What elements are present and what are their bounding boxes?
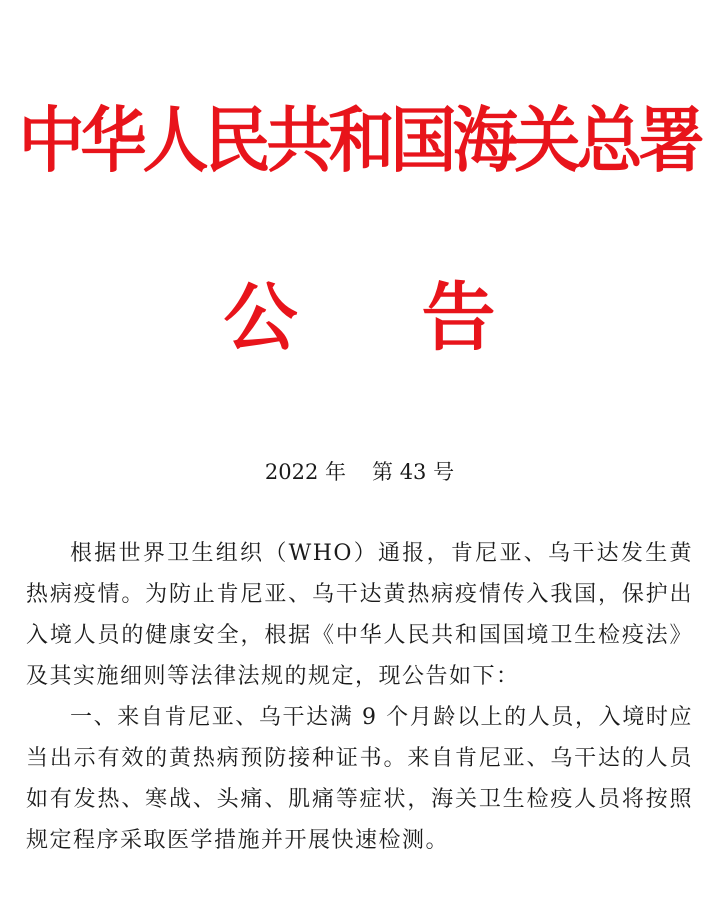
document-type-heading [0,268,719,368]
body-paragraph-intro: 根据世界卫生组织（WHO）通报，肯尼亚、乌干达发生黄热病疫情。为防止肯尼亚、乌干达黄热病疫情传入我国，保护出入境人员的健康安全，根据《中华人民共和国国境卫生检疫法》及其实施细则等法律法规的规定，现公告如下： [26,541,693,689]
announcement-body [26,533,693,861]
document-number-line [0,456,719,488]
body-paragraph-item-1: 一、来自肯尼亚、乌干达满 9 个月龄以上的人员，入境时应当出示有效的黄热病预防接种证书。来自肯尼亚、乌干达的人员如有发热、寒战、头痛、肌痛等症状，海关卫生检疫人员将按照规定程序采取医学措施并开展快速检测。 [26,705,693,853]
document-number: 第 43 号 [372,460,455,484]
document-type-char-2: 告 [421,275,496,361]
document-type-char-1: 公 [223,275,298,361]
document-year: 2022 年 [264,460,347,484]
issuing-authority-title: 中华人民共和国海关总署 [18,98,701,183]
